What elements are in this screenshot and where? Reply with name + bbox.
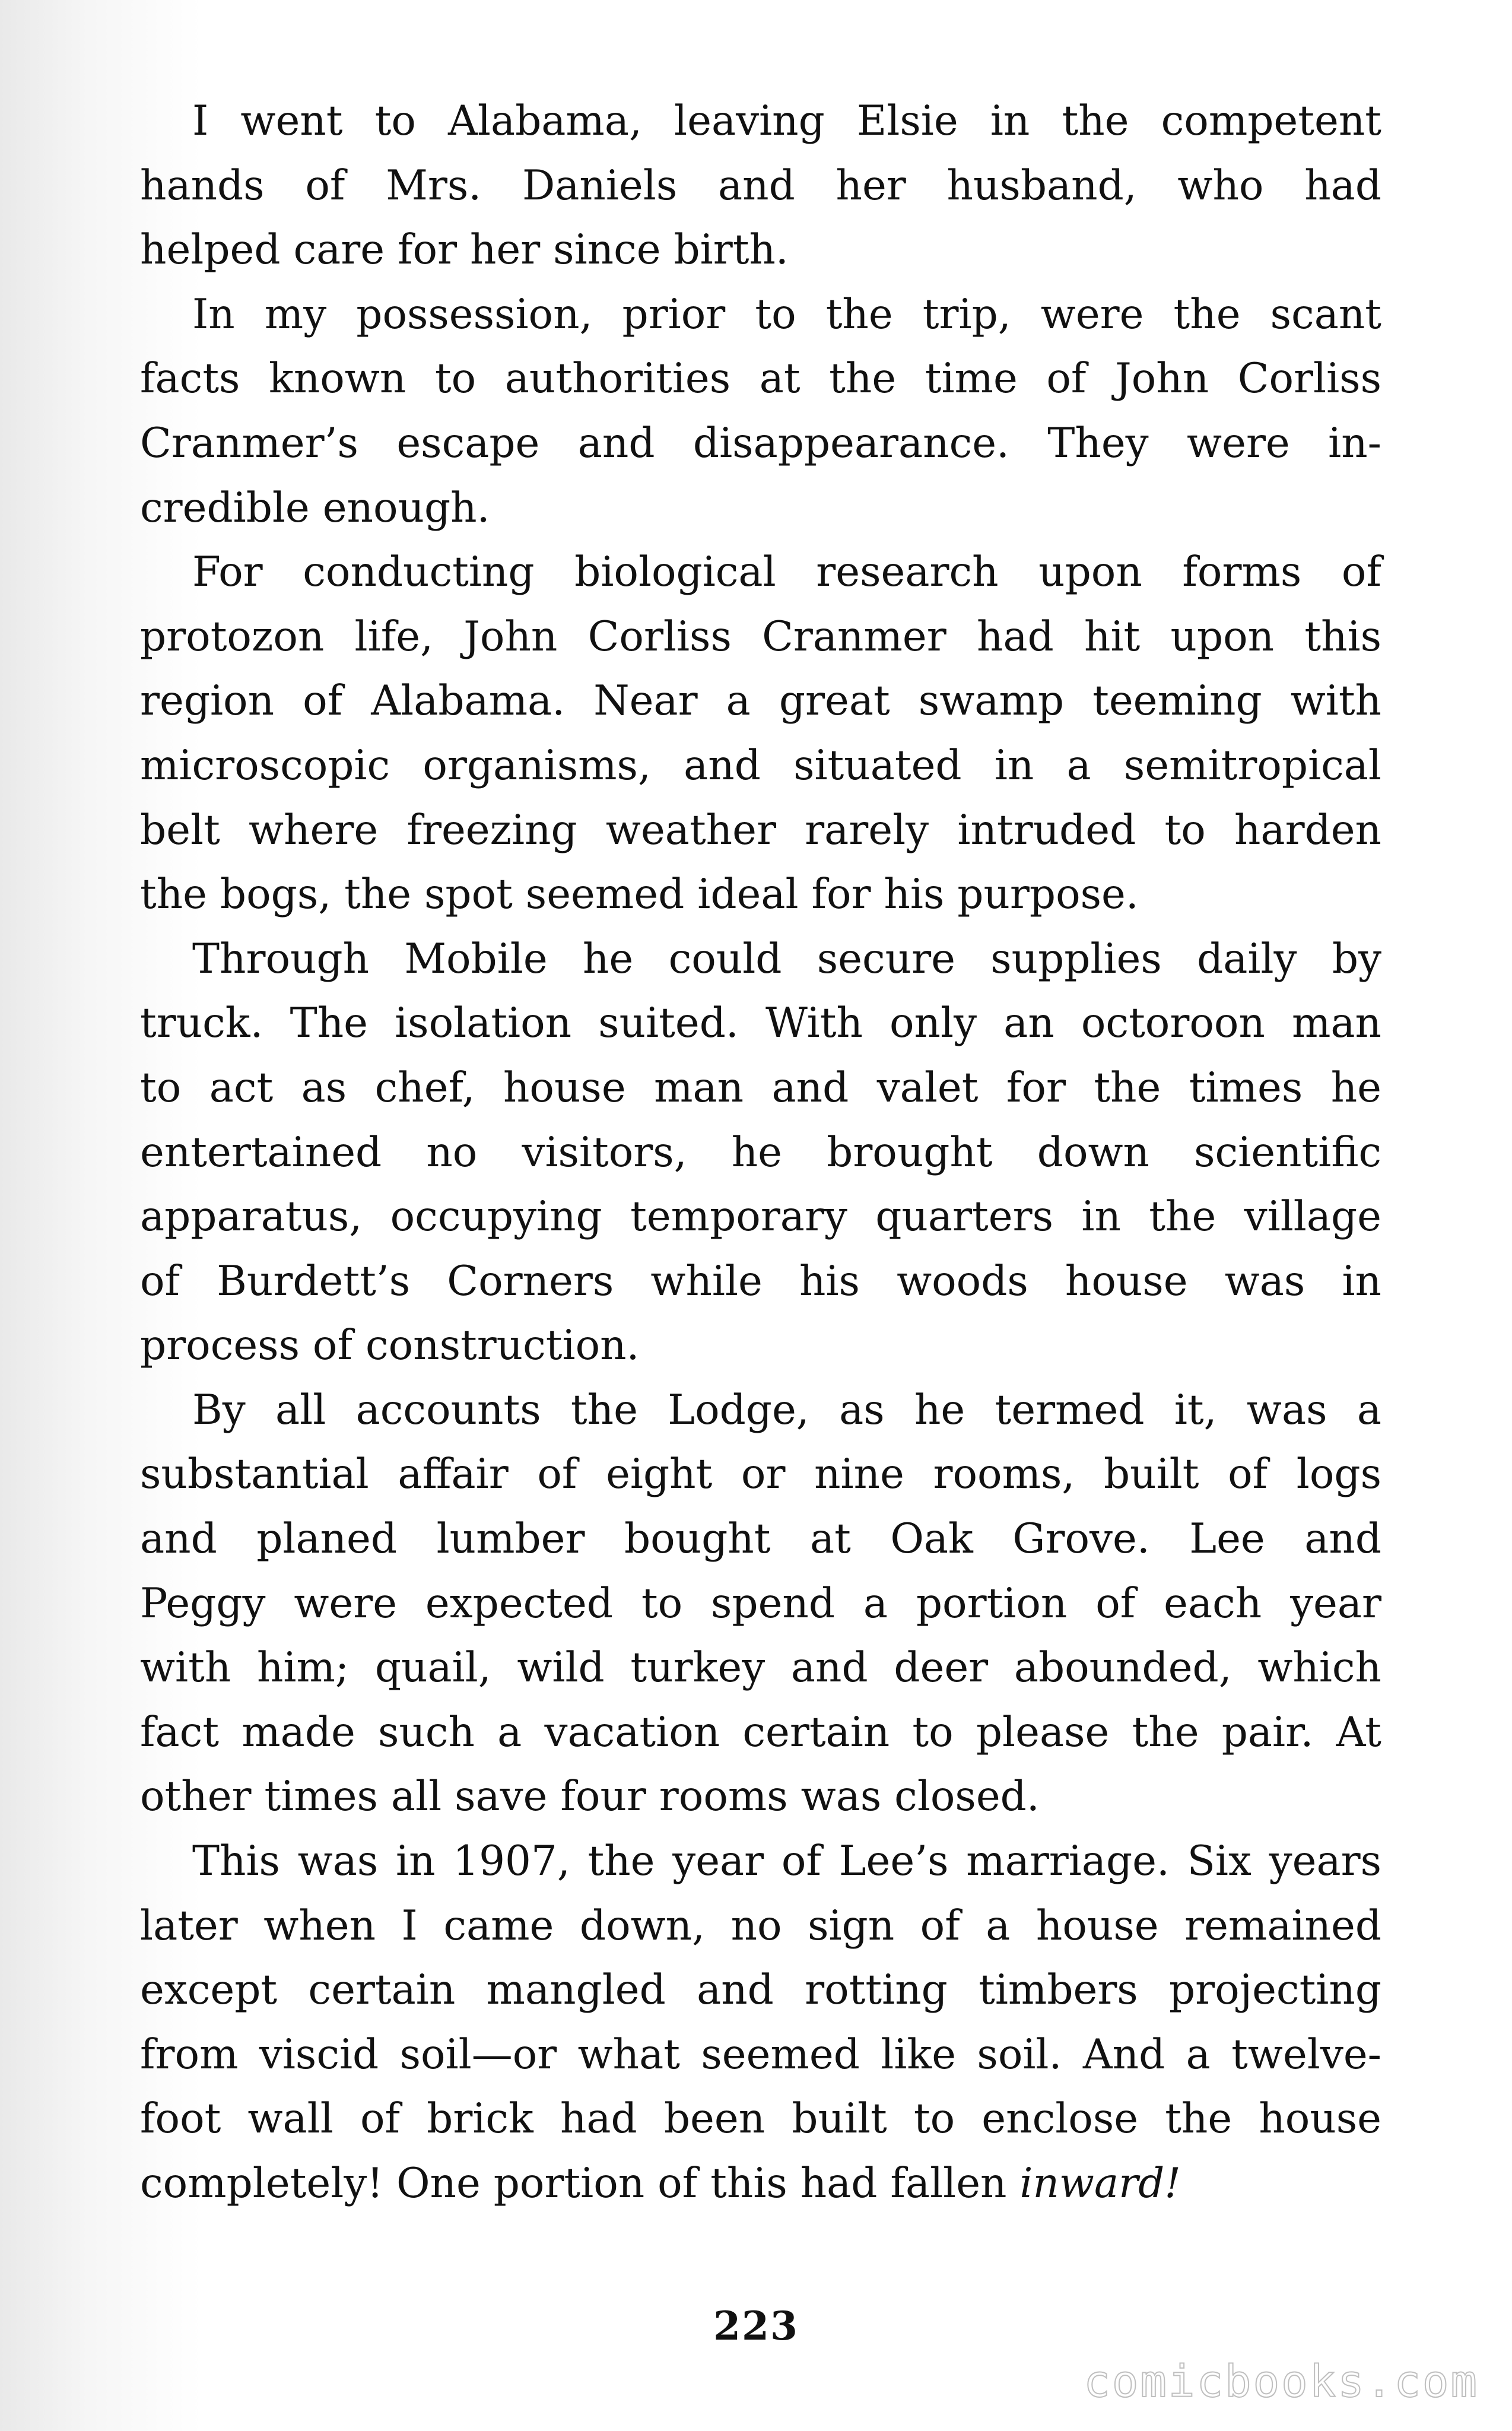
text-line: of Burdett’s Corners while his woods house was in [140, 1257, 1381, 1305]
text-line: entertained no visitors, he brought down scientific [140, 1128, 1381, 1176]
text-line: Cranmer’s escape and disappearance. They were in- [140, 419, 1381, 467]
text-line: Peggy were expected to spend a portion of each year [140, 1579, 1381, 1627]
text-line: This was in 1907, the year of Lee’s marriage. Six years [192, 1837, 1381, 1886]
text-line: By all accounts the Lodge, as he termed it, was a [192, 1386, 1381, 1434]
text-line: truck. The isolation suited. With only an octoroon man [140, 999, 1381, 1048]
text-line: foot wall of brick had been built to enclose the house [140, 2095, 1381, 2143]
paragraph-1 [140, 89, 1381, 283]
paragraph-5 [140, 1378, 1381, 1829]
text-line: In my possession, prior to the trip, were the scant [192, 290, 1381, 338]
text-line-final [140, 2151, 1381, 2216]
text-line: fact made such a vacation certain to please the pair. At [140, 1708, 1381, 1756]
text-line: hands of Mrs. Daniels and her husband, who had [140, 161, 1381, 210]
text-line: and planed lumber bought at Oak Grove. Lee and [140, 1515, 1381, 1563]
final-line-text: completely! One portion of this had fallen [140, 2160, 1020, 2207]
text-line: helped care for her since birth. [140, 226, 789, 274]
emphasized-word: inward! [1019, 2160, 1181, 2207]
text-line: to act as chef, house man and valet for the times he [140, 1064, 1381, 1112]
text-line: apparatus, occupying temporary quarters in the village [140, 1193, 1381, 1241]
text-line: later when I came down, no sign of a house remained [140, 1902, 1381, 1950]
text-line: except certain mangled and rotting timbers projecting [140, 1966, 1381, 2014]
text-line: substantial affair of eight or nine rooms, built of logs [140, 1451, 1381, 1499]
text-line: facts known to authorities at the time of John Corliss [140, 355, 1381, 403]
page-number: 223 [713, 2303, 799, 2349]
text-line: credible enough. [140, 484, 490, 532]
text-line: protozon life, John Corliss Cranmer had hit upon this [140, 612, 1381, 661]
text-line: other times all save four rooms was closed. [140, 1773, 1040, 1821]
watermark-logo: comicbooks.com [1084, 2356, 1479, 2407]
text-line: For conducting biological research upon forms of [192, 548, 1381, 596]
paragraph-2 [140, 283, 1381, 540]
text-line: region of Alabama. Near a great swamp teeming with [140, 677, 1381, 725]
text-line: microscopic organisms, and situated in a semitropical [140, 741, 1381, 789]
text-line: Through Mobile he could secure supplies daily by [192, 935, 1381, 983]
paragraph-4 [140, 927, 1381, 1378]
text-line: the bogs, the spot seemed ideal for his purpose. [140, 871, 1139, 919]
text-line: I went to Alabama, leaving Elsie in the competent [192, 97, 1381, 145]
body-text [140, 89, 1381, 2216]
text-line: with him; quail, wild turkey and deer abounded, which [140, 1644, 1381, 1692]
text-line: belt where freezing weather rarely intruded to harden [140, 806, 1381, 854]
paragraph-6 [140, 1829, 1381, 2216]
text-line: from viscid soil—or what seemed like soil. And a twelve- [140, 2030, 1381, 2078]
paragraph-3 [140, 540, 1381, 927]
text-line: process of construction. [140, 1322, 640, 1370]
